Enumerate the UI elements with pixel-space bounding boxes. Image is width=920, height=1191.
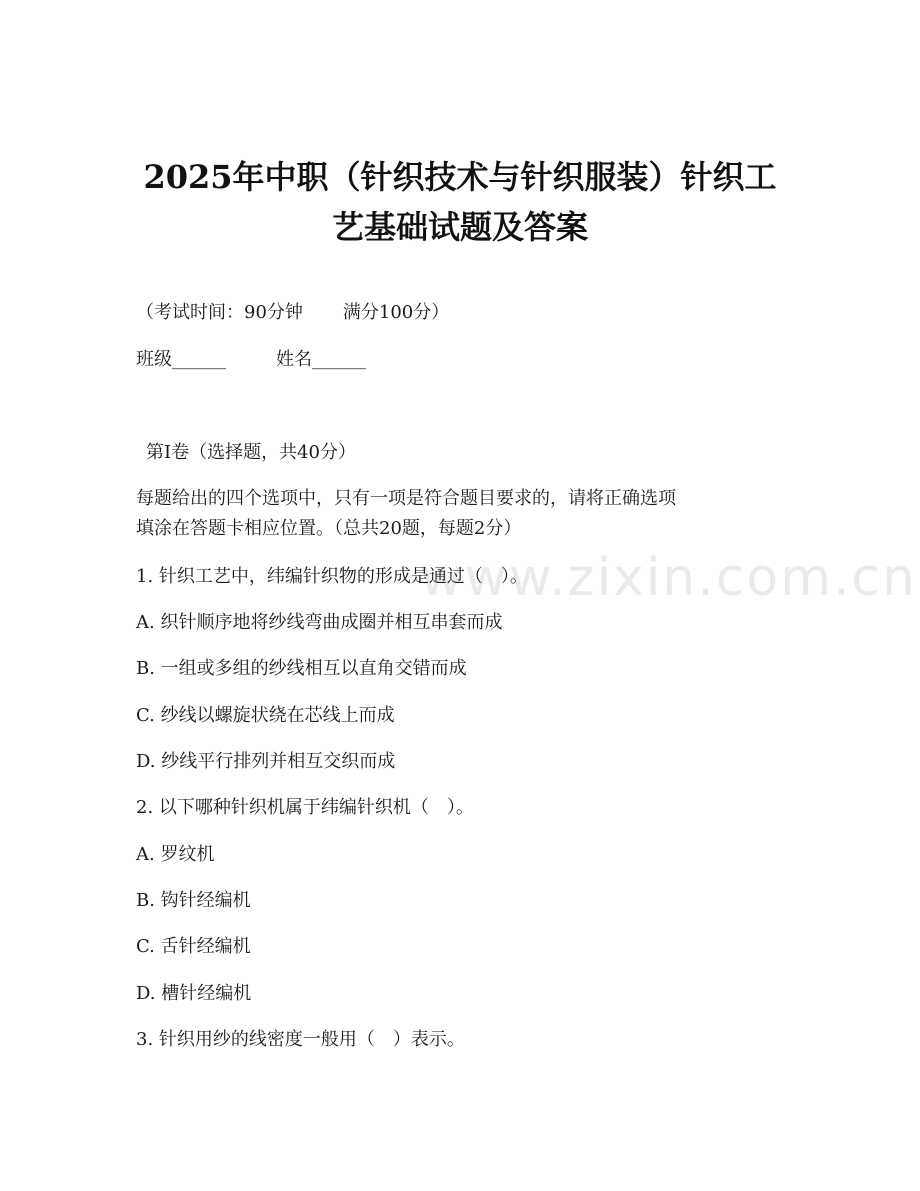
section-instruction-line-2: 填涂在答题卡相应位置。（总共20题，每题2分） (136, 518, 522, 539)
title-line-1: 2025年中职（针织技术与针织服装）针织工 (143, 158, 777, 196)
document-title (120, 152, 800, 252)
section-heading: 第I卷（选择题，共40分） (146, 442, 357, 463)
question-option: D. 槽针经编机 (136, 983, 252, 1004)
question-option: C. 纱线以螺旋状绕在芯线上而成 (136, 705, 395, 726)
question-stem: 2. 以下哪种针织机属于纬编针织机（ ）。 (136, 797, 474, 818)
student-fields (136, 348, 366, 372)
question-option: B. 一组或多组的纱线相互以直角交错而成 (136, 658, 467, 679)
title-line-2: 艺基础试题及答案 (331, 208, 588, 246)
question-option: A. 罗纹机 (136, 844, 215, 865)
exam-score: 满分100分） (342, 302, 450, 323)
question-stem: 1. 针织工艺中，纬编针织物的形成是通过（ ）。 (136, 566, 528, 587)
question-option: B. 钩针经编机 (136, 890, 251, 911)
class-field: 班级______ (136, 349, 226, 370)
question-option: C. 舌针经编机 (136, 936, 251, 957)
section-instruction-line-1: 每题给出的四个选项中，只有一项是符合题目要求的，请将正确选项 (136, 488, 676, 509)
question-option: A. 织针顺序地将纱线弯曲成圈并相互串套而成 (136, 612, 503, 633)
exam-time: （考试时间：90分钟 (136, 302, 303, 323)
question-option: D. 纱线平行排列并相互交织而成 (136, 751, 396, 772)
exam-info (136, 301, 449, 325)
name-field: 姓名______ (276, 349, 366, 370)
watermark: www.zixin.com.cn (420, 548, 917, 608)
question-stem: 3. 针织用纱的线密度一般用（ ）表示。 (136, 1029, 465, 1050)
